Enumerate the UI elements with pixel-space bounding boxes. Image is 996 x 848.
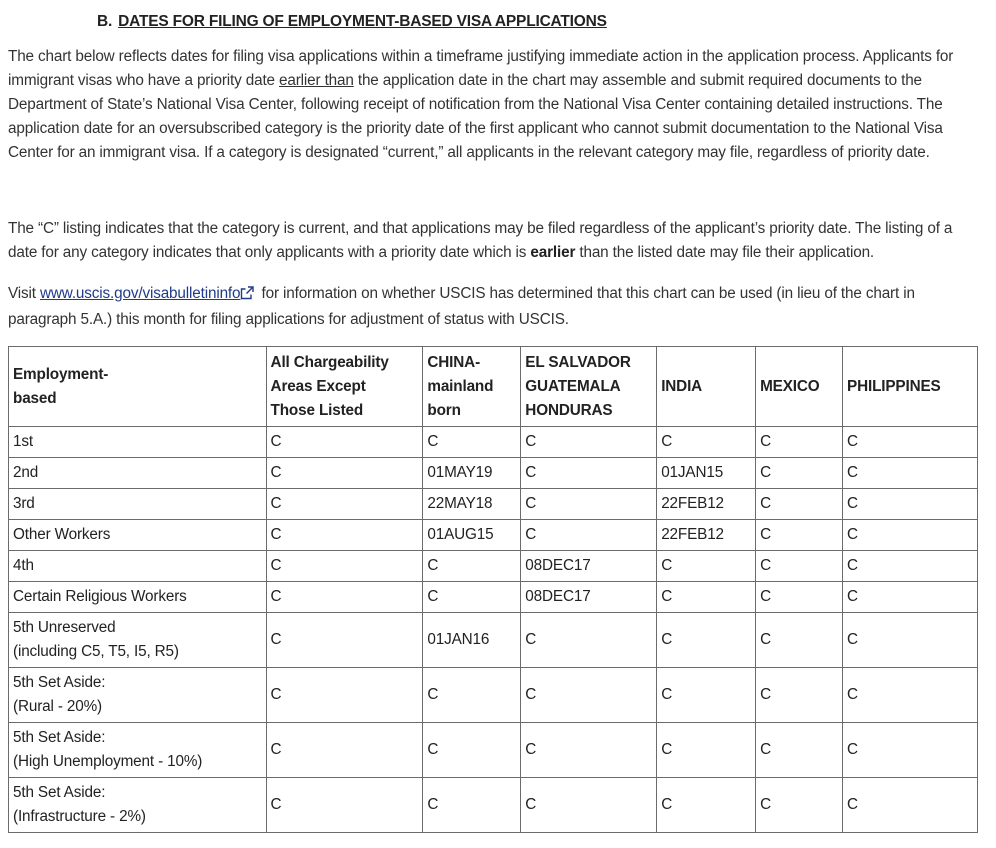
- table-row: [9, 668, 978, 723]
- row-category-label: 2nd: [9, 458, 267, 489]
- header-china: CHINA- mainland born: [423, 347, 521, 427]
- table-cell: C: [843, 520, 978, 551]
- p3-text-start: Visit: [8, 285, 40, 302]
- table-cell: C: [843, 551, 978, 582]
- intro-paragraph-2: [8, 217, 982, 265]
- table-cell: C: [266, 551, 423, 582]
- table-cell: C: [843, 582, 978, 613]
- employment-dates-table: [8, 346, 978, 833]
- table-cell: C: [521, 458, 657, 489]
- table-cell: C: [423, 427, 521, 458]
- p3-text-end: for information on whether USCIS has determined that this chart can be used (in lieu of the chart in paragraph 5.A.) this month for filing applications for adjustment of status with USCIS.: [8, 285, 915, 328]
- table-cell: C: [266, 668, 423, 723]
- table-row: [9, 723, 978, 778]
- table-cell: C: [266, 458, 423, 489]
- table-cell: C: [756, 723, 843, 778]
- row-category-label: 5th Set Aside: (High Unemployment - 10%): [9, 723, 267, 778]
- header-el-salvador-guatemala-honduras: EL SALVADOR GUATEMALA HONDURAS: [521, 347, 657, 427]
- table-cell: C: [423, 582, 521, 613]
- section-title: DATES FOR FILING OF EMPLOYMENT-BASED VISA APPLICATIONS: [118, 13, 607, 30]
- table-cell: C: [843, 458, 978, 489]
- table-row: [9, 458, 978, 489]
- intro-paragraph-3: [8, 282, 982, 332]
- table-cell: C: [521, 427, 657, 458]
- header-mexico: MEXICO: [756, 347, 843, 427]
- table-row: [9, 551, 978, 582]
- table-cell: C: [266, 489, 423, 520]
- p2-text-end: than the listed date may file their application.: [575, 244, 875, 261]
- row-category-label: 3rd: [9, 489, 267, 520]
- table-row: [9, 778, 978, 833]
- table-cell: C: [521, 489, 657, 520]
- table-cell: 01MAY19: [423, 458, 521, 489]
- table-cell: 08DEC17: [521, 582, 657, 613]
- table-cell: C: [657, 668, 756, 723]
- table-cell: 22FEB12: [657, 520, 756, 551]
- table-cell: C: [423, 778, 521, 833]
- table-row: [9, 489, 978, 520]
- table-cell: C: [843, 613, 978, 668]
- p2-text-start: The “C” listing indicates that the category is current, and that applications may be filed regardless of the applicant’s priority date. The listing of a date for any category indicates that only applicants with a priority date which is: [8, 220, 953, 261]
- table-cell: C: [756, 489, 843, 520]
- section-letter: B.: [97, 13, 113, 30]
- table-cell: C: [266, 582, 423, 613]
- table-cell: C: [521, 668, 657, 723]
- table-cell: C: [521, 613, 657, 668]
- p2-bold-text: earlier: [530, 244, 576, 261]
- table-cell: C: [843, 668, 978, 723]
- table-cell: C: [756, 778, 843, 833]
- table-cell: C: [657, 778, 756, 833]
- table-cell: C: [657, 613, 756, 668]
- table-cell: C: [266, 613, 423, 668]
- table-cell: 08DEC17: [521, 551, 657, 582]
- table-cell: C: [756, 520, 843, 551]
- row-category-label: 1st: [9, 427, 267, 458]
- table-header-row: [9, 347, 978, 427]
- row-category-label: 5th Unreserved (including C5, T5, I5, R5): [9, 613, 267, 668]
- p1-text-end: the application date in the chart may assemble and submit required documents to the Department of State’s National Visa Center, following receipt of notification from the National Visa Center containing detailed instructions. The application date for an oversubscribed category is the priority date of the first applicant who cannot submit documentation to the National Visa Center for an immigrant visa. If a category is designated “current,” all applicants in the relevant category may file, regardless of priority date.: [8, 72, 943, 161]
- header-philippines: PHILIPPINES: [843, 347, 978, 427]
- table-cell: C: [657, 551, 756, 582]
- row-category-label: Certain Religious Workers: [9, 582, 267, 613]
- header-employment-based: Employment- based: [9, 347, 267, 427]
- table-cell: C: [756, 551, 843, 582]
- table-cell: C: [521, 778, 657, 833]
- table-row: [9, 613, 978, 668]
- table-cell: C: [521, 723, 657, 778]
- row-category-label: 4th: [9, 551, 267, 582]
- section-heading: [97, 13, 607, 31]
- p1-text-start: The chart below reflects dates for filing visa applications within a timeframe justifying immediate action in the application process. Applicants for immigrant visas who have a priority date: [8, 48, 954, 89]
- table-row: [9, 520, 978, 551]
- table-row: [9, 427, 978, 458]
- table-row: [9, 582, 978, 613]
- row-category-label: 5th Set Aside: (Infrastructure - 2%): [9, 778, 267, 833]
- table-cell: 22FEB12: [657, 489, 756, 520]
- uscis-visa-bulletin-link[interactable]: www.uscis.gov/visabulletininfo: [39, 285, 241, 302]
- intro-paragraph-1: [8, 45, 982, 165]
- table-cell: C: [756, 613, 843, 668]
- table-cell: C: [657, 723, 756, 778]
- table-cell: C: [423, 723, 521, 778]
- table-cell: C: [756, 427, 843, 458]
- external-link-icon[interactable]: [240, 284, 254, 308]
- table-cell: 01JAN16: [423, 613, 521, 668]
- table-body: [9, 427, 978, 833]
- table-cell: C: [756, 582, 843, 613]
- header-all-chargeability: All Chargeability Areas Except Those Listed: [266, 347, 423, 427]
- p1-underlined-text: earlier than: [279, 72, 354, 89]
- header-india: INDIA: [657, 347, 756, 427]
- row-category-label: Other Workers: [9, 520, 267, 551]
- table-cell: C: [521, 520, 657, 551]
- table-cell: 01AUG15: [423, 520, 521, 551]
- table-cell: C: [266, 723, 423, 778]
- table-cell: C: [756, 458, 843, 489]
- table-cell: C: [843, 778, 978, 833]
- table-cell: C: [266, 520, 423, 551]
- table-cell: C: [266, 427, 423, 458]
- table-cell: C: [657, 582, 756, 613]
- row-category-label: 5th Set Aside: (Rural - 20%): [9, 668, 267, 723]
- table-cell: C: [843, 489, 978, 520]
- table-cell: C: [843, 427, 978, 458]
- table-cell: C: [266, 778, 423, 833]
- table-cell: C: [423, 668, 521, 723]
- table-cell: C: [423, 551, 521, 582]
- table-cell: 01JAN15: [657, 458, 756, 489]
- table-cell: 22MAY18: [423, 489, 521, 520]
- table-cell: C: [843, 723, 978, 778]
- table-cell: C: [657, 427, 756, 458]
- table-cell: C: [756, 668, 843, 723]
